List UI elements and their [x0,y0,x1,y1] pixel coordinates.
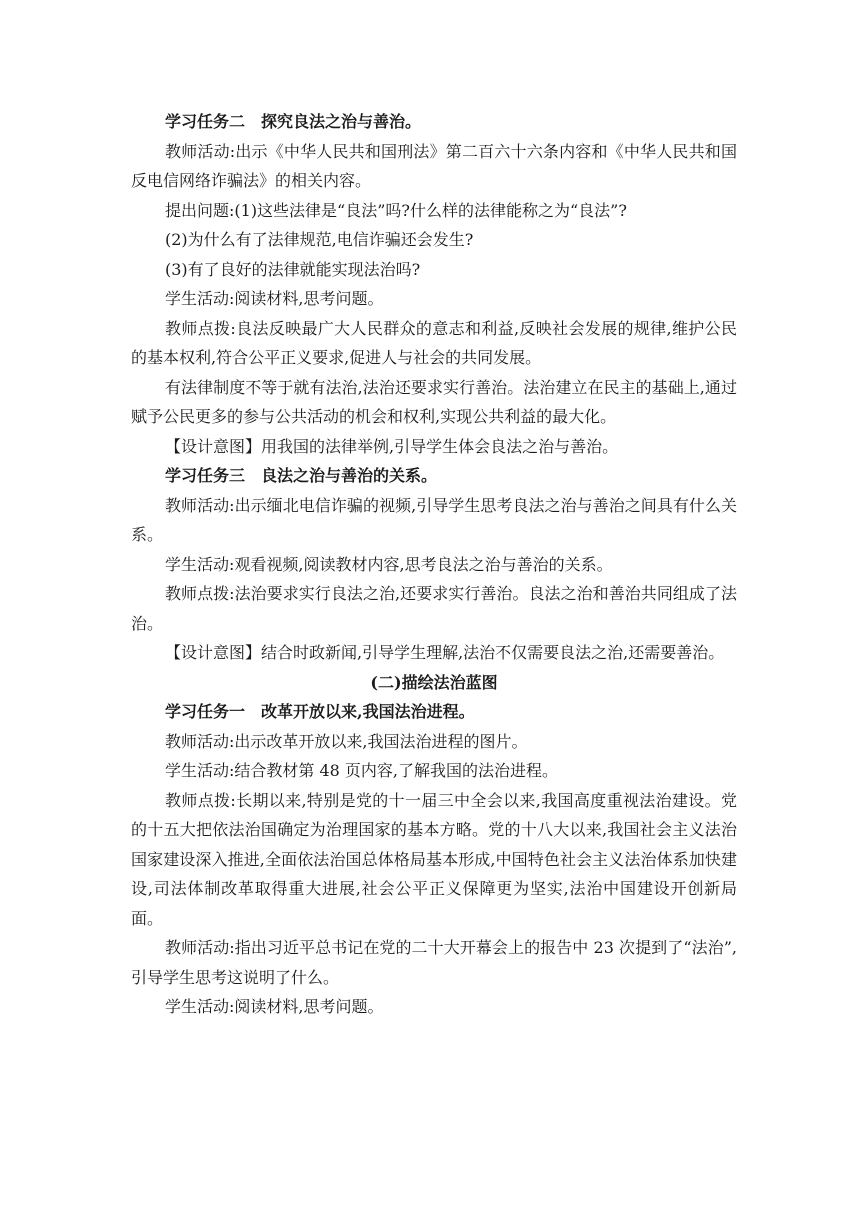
question: (3)有了良好的法律就能实现法治吗? [165,259,421,279]
student-activity: 学生活动:阅读材料,思考问题。 [165,997,384,1016]
design-intent: 【设计意图】结合时政新闻,引导学生理解,法治不仅需要良法之治,还需要善治。 [165,643,725,662]
student-activity: 学生活动:结合教材第 48 页内容,了解我国的法治进程。 [165,761,559,780]
teacher-guidance: 教师点拨:良法反映最广大人民群众的意志和利益,反映社会发展的规律,维护公民的基本权利,符合公平正义要求,促进人与社会的共同发展。 [131,318,737,367]
task-heading: 学习任务三 良法之治与善治的关系。 [165,466,438,485]
teacher-activity: 教师活动:出示缅北电信诈骗的视频,引导学生思考良法之治与善治之间具有什么关系。 [131,495,737,544]
section-heading: (二)描绘法治蓝图 [370,672,498,692]
student-activity: 学生活动:观看视频,阅读教材内容,思考良法之治与善治的关系。 [165,554,613,574]
question: 提出问题:(1)这些法律是“良法”吗?什么样的法律能称之为“良法”? [165,200,627,220]
document-page [131,107,737,1022]
student-activity: 学生活动:阅读材料,思考问题。 [165,289,384,308]
teacher-activity: 教师活动:出示《中华人民共和国刑法》第二百六十六条内容和《中华人民共和国反电信网络诈骗法》的相关内容。 [131,141,737,190]
task-heading: 学习任务二 探究良法之治与善治。 [165,112,422,131]
teacher-activity: 教师活动:出示改革开放以来,我国法治进程的图片。 [165,731,528,751]
teacher-guidance: 教师点拨:法治要求实行良法之治,还要求实行善治。良法之治和善治共同组成了法治。 [131,584,737,633]
teacher-guidance: 教师点拨:长期以来,特别是党的十一届三中全会以来,我国高度重视法治建设。党的十五大把依法治国确定为治理国家的基本方略。党的十八大以来,我国社会主义法治国家建设深入推进,全面依法治国总体格局基本形成,中国特色社会主义法治体系加快建设,司法体制改革取得重大进展,社会公平正义保障更为坚实,法治中国建设开创新局面。 [131,790,737,928]
body-paragraph: 有法律制度不等于就有法治,法治还要求实行善治。法治建立在民主的基础上,通过赋予公民更多的参与公共活动的机会和权利,实现公共利益的最大化。 [131,377,737,426]
design-intent: 【设计意图】用我国的法律举例,引导学生体会良法之治与善治。 [165,436,619,456]
question: (2)为什么有了法律规范,电信诈骗还会发生? [165,230,474,249]
teacher-activity: 教师活动:指出习近平总书记在党的二十大开幕会上的报告中 23 次提到了“法治”,引导学生思考这说明了什么。 [131,938,737,987]
task-heading: 学习任务一 改革开放以来,我国法治进程。 [165,702,475,721]
